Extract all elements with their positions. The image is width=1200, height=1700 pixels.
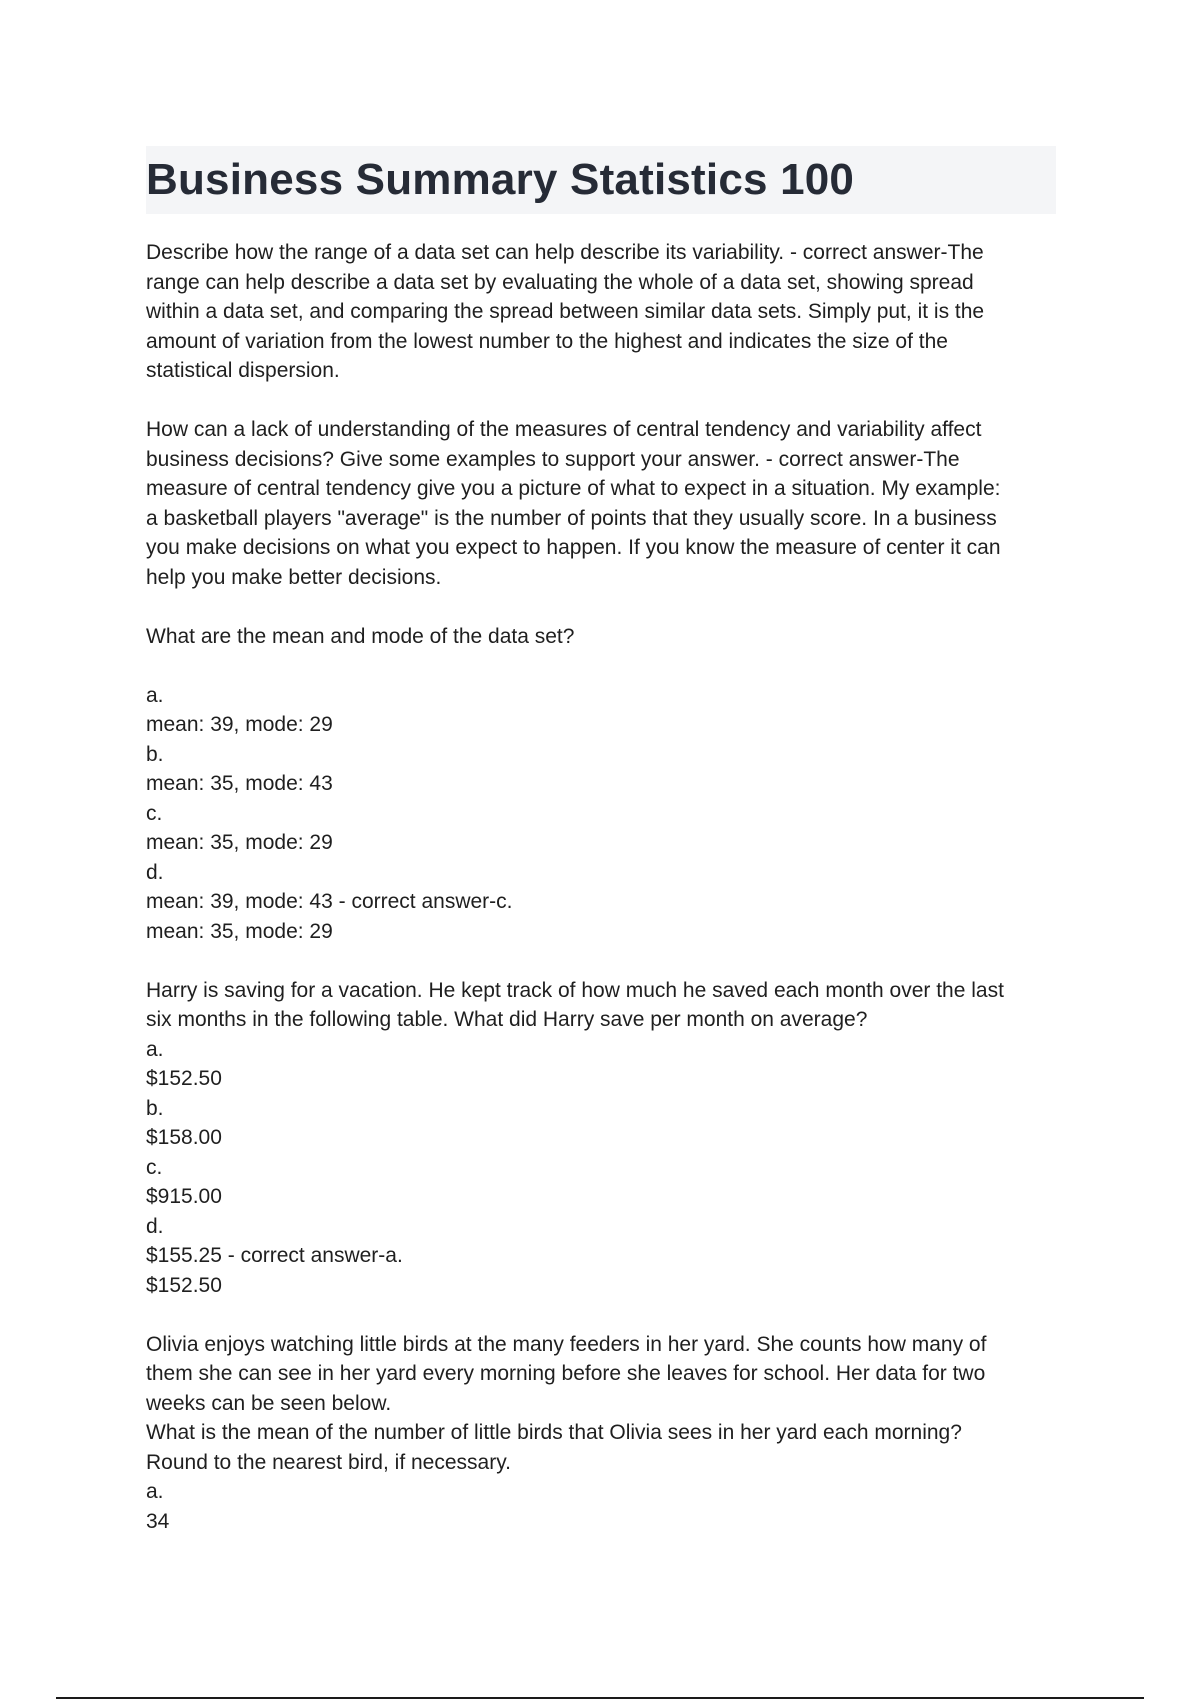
question-text: six months in the following table. What did Harry save per month on average? — [146, 1008, 868, 1031]
text-line: help you make better decisions. — [146, 565, 442, 589]
option-label: a. — [146, 1037, 164, 1061]
option-value: $152.50 — [146, 1067, 222, 1090]
correct-answer-value: mean: 35, mode: 29 — [146, 919, 333, 943]
option-value: mean: 39, mode: 43 - correct answer-c. — [146, 890, 513, 913]
text-line: a basketball players "average" is the number of points that they usually score. In a business — [146, 506, 997, 530]
text-line: measure of central tendency give you a picture of what to expect in a situation. My example: — [146, 477, 1001, 500]
option-label: d. — [146, 1214, 164, 1238]
question-mean-mode — [146, 622, 1056, 652]
option-value: mean: 35, mode: 29 — [146, 831, 333, 854]
text-line: within a data set, and comparing the spread between similar data sets. Simply put, it is the — [146, 300, 985, 323]
question-text: What is the mean of the number of little birds that Olivia sees in her yard each morning? — [146, 1421, 962, 1444]
text-line: statistical dispersion. — [146, 359, 340, 382]
option-label: d. — [146, 860, 164, 884]
question-text: What are the mean and mode of the data set? — [146, 624, 575, 648]
text-line: amount of variation from the lowest number to the highest and indicates the size of the — [146, 329, 948, 353]
question-central-tendency — [146, 415, 1056, 592]
paragraph-gap — [146, 946, 1056, 976]
question-text: Round to the nearest bird, if necessary. — [146, 1450, 511, 1474]
option-value: $158.00 — [146, 1126, 222, 1149]
text-line: How can a lack of understanding of the measures of central tendency and variability affect — [146, 418, 982, 441]
footer-divider — [56, 1697, 1144, 1699]
question-harry-savings — [146, 976, 1056, 1301]
option-label: b. — [146, 742, 164, 766]
option-label: a. — [146, 683, 164, 707]
answer-options-mean-mode — [146, 681, 1056, 947]
paragraph-gap — [146, 651, 1056, 681]
option-label: c. — [146, 801, 163, 825]
document-body — [146, 238, 1056, 1536]
question-text: weeks can be seen below. — [146, 1391, 392, 1415]
option-label: b. — [146, 1096, 164, 1120]
text-line: business decisions? Give some examples to support your answer. - correct answer-The — [146, 447, 960, 471]
paragraph-gap — [146, 1300, 1056, 1330]
option-value: mean: 35, mode: 43 — [146, 772, 333, 795]
text-line: range can help describe a data set by evaluating the whole of a data set, showing spread — [146, 270, 974, 294]
option-label: a. — [146, 1480, 164, 1503]
option-value: $915.00 — [146, 1185, 222, 1208]
document-title: Business Summary Statistics 100 — [146, 155, 855, 204]
paragraph-gap — [146, 592, 1056, 622]
text-line: Describe how the range of a data set can help describe its variability. - correct answer-The — [146, 241, 984, 264]
option-label: c. — [146, 1155, 163, 1179]
question-text: Olivia enjoys watching little birds at the many feeders in her yard. She counts how many of — [146, 1332, 987, 1356]
text-line: you make decisions on what you expect to happen. If you know the measure of center it can — [146, 536, 1001, 559]
question-olivia-birds — [146, 1330, 1056, 1537]
option-value: 34 — [146, 1509, 170, 1533]
question-range-variability — [146, 238, 1056, 386]
paragraph-gap — [146, 386, 1056, 416]
question-text: them she can see in her yard every morning before she leaves for school. Her data for two — [146, 1362, 986, 1385]
question-text: Harry is saving for a vacation. He kept track of how much he saved each month over the last — [146, 978, 1004, 1002]
option-value: $155.25 - correct answer-a. — [146, 1244, 403, 1267]
option-value: mean: 39, mode: 29 — [146, 713, 333, 736]
correct-answer-value: $152.50 — [146, 1273, 222, 1297]
